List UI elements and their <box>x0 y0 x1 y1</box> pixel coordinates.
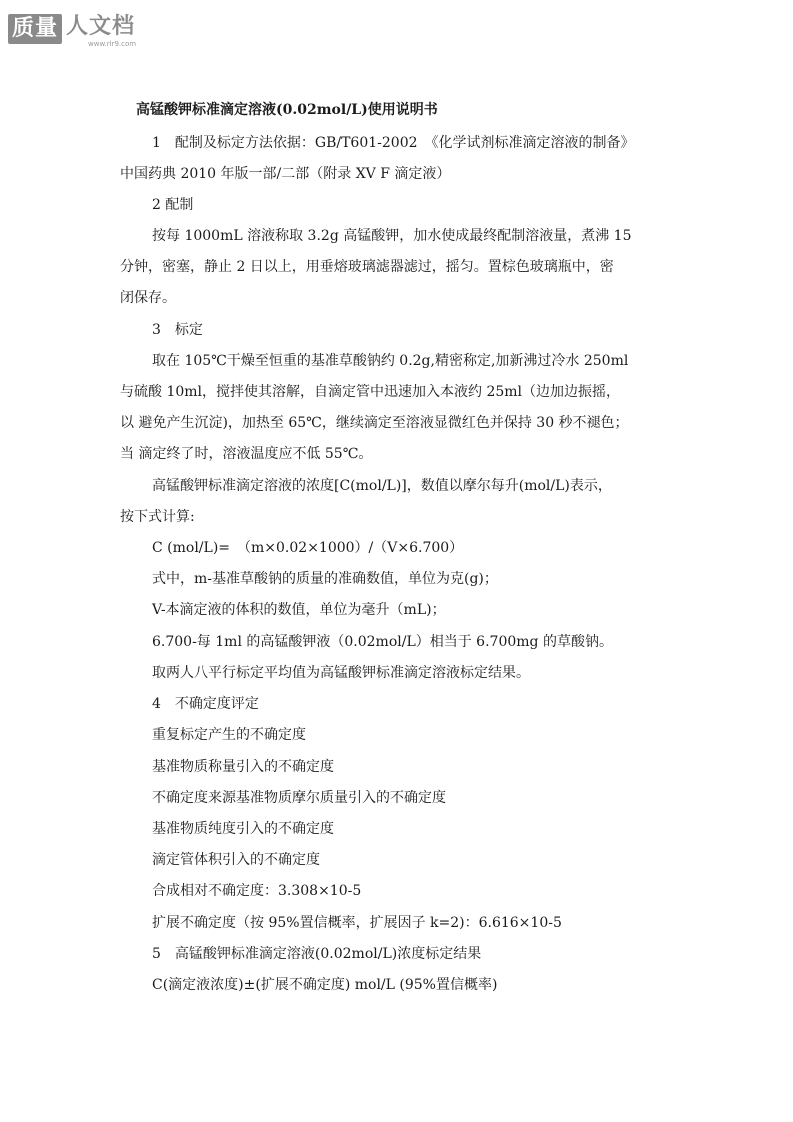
section-heading: 2 配制 <box>152 197 194 213</box>
result-line: C(滴定液浓度)±(扩展不确定度) mol/L (95%置信概率) <box>152 977 498 993</box>
watermark-url: www.rlr9.com <box>88 40 137 48</box>
paragraph-line: 取在 105℃干燥至恒重的基准草酸钠约 0.2g,精密称定,加新沸过冷水 250ml <box>152 353 629 369</box>
paragraph-line: 以 避免产生沉淀)，加热至 65℃，继续滴定至溶液显微红色并保持 30 秒不褪色； <box>120 415 629 431</box>
formula-line: C (mol/L)= （m×0.02×1000）/（V×6.700） <box>152 540 464 556</box>
document-title: 高锰酸钾标准滴定溶液(0.02mol/L)使用说明书 <box>136 102 438 118</box>
watermark-logo <box>8 14 136 48</box>
section-heading: 3 标定 <box>152 322 203 338</box>
paragraph-line: 按下式计算: <box>120 509 195 525</box>
list-item: 重复标定产生的不确定度 <box>152 727 306 743</box>
section-heading: 4 不确定度评定 <box>152 696 259 712</box>
paragraph-line: 高锰酸钾标准滴定溶液的浓度[C(mol/L)]，数值以摩尔每升(mol/L)表示， <box>152 478 612 494</box>
paragraph-line: 取两人八平行标定平均值为高锰酸钾标准滴定溶液标定结果。 <box>152 665 530 681</box>
paragraph-line: 闭保存。 <box>120 290 176 306</box>
paragraph-line: 式中，m-基准草酸钠的质量的准确数值，单位为克(g)； <box>152 571 498 587</box>
paragraph-line: V-本滴定液的体积的数值，单位为毫升（mL)； <box>152 602 446 618</box>
list-item: 基准物质纯度引入的不确定度 <box>152 821 334 837</box>
watermark-text: 人文档 <box>66 14 136 39</box>
paragraph-line: 与硫酸 10ml，搅拌使其溶解，自滴定管中迅速加入本液约 25ml（边加边振摇， <box>120 384 621 400</box>
paragraph-line: 1 配制及标定方法依据：GB/T601-2002 《化学试剂标准滴定溶液的制备》 <box>152 135 635 151</box>
list-item: 滴定管体积引入的不确定度 <box>152 852 320 868</box>
paragraph-line: 6.700-每 1ml 的高锰酸钾液（0.02mol/L）相当于 6.700mg 的草酸钠。 <box>152 634 613 650</box>
section-heading: 5 高锰酸钾标准滴定溶液(0.02mol/L)浓度标定结果 <box>152 946 482 962</box>
paragraph-line: 当 滴定终了时，溶液温度应不低 55℃。 <box>120 446 373 462</box>
list-item: 不确定度来源基准物质摩尔质量引入的不确定度 <box>152 790 446 806</box>
paragraph-line: 分钟，密塞，静止 2 日以上，用垂熔玻璃滤器滤过，摇匀。置棕色玻璃瓶中，密 <box>120 259 614 275</box>
paragraph-line: 按每 1000mL 溶液称取 3.2g 高锰酸钾，加水使成最终配制溶液量，煮沸 15 <box>152 228 632 244</box>
list-item: 合成相对不确定度：3.308×10-5 <box>152 883 362 899</box>
watermark-box-text: 质量 <box>8 14 62 44</box>
list-item: 扩展不确定度（按 95%置信概率，扩展因子 k=2)：6.616×10-5 <box>152 915 562 931</box>
paragraph-line: 中国药典 2010 年版一部/二部（附录 XV F 滴定液） <box>120 166 451 182</box>
list-item: 基准物质称量引入的不确定度 <box>152 759 334 775</box>
